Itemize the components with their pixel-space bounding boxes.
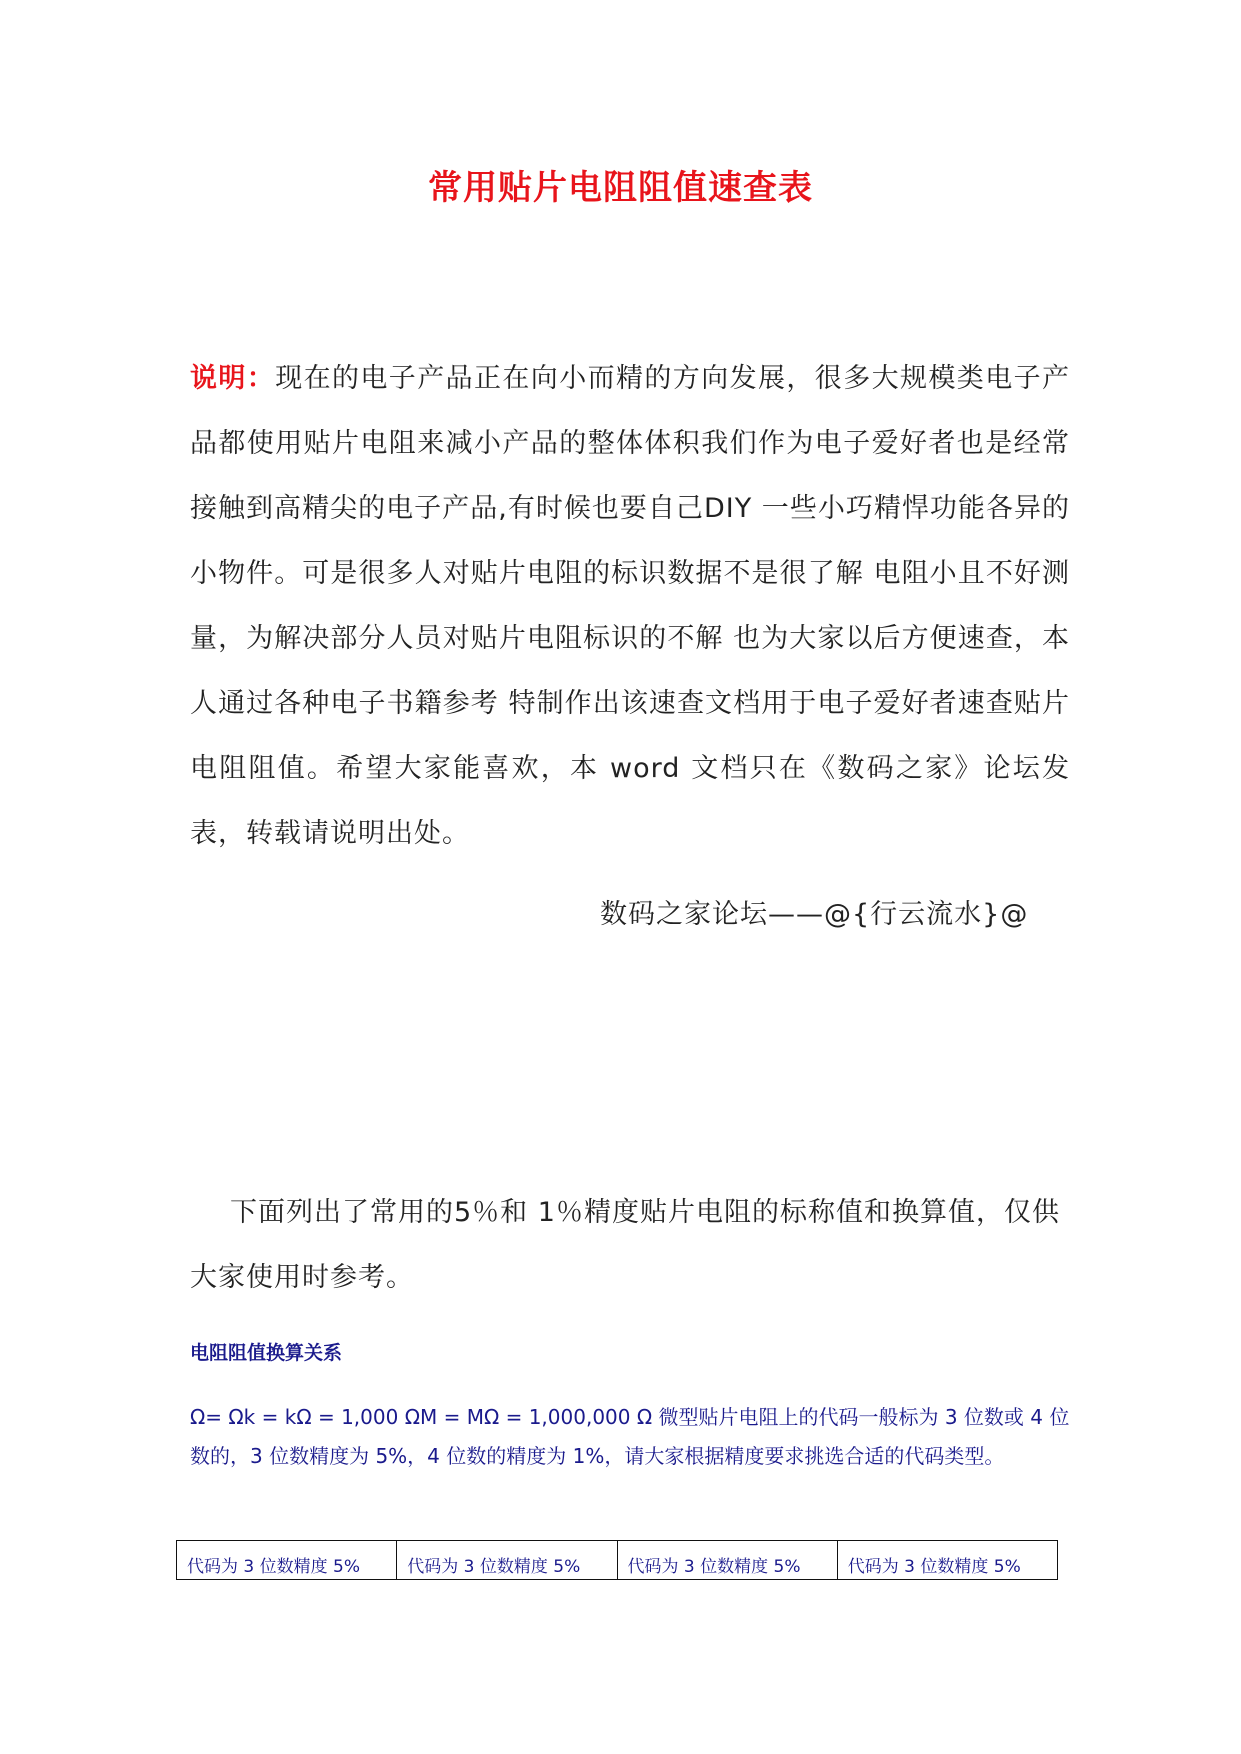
intro-text: 现在的电子产品正在向小而精的方向发展，很多大规模类电子产品都使用贴片电阻来减小产品的整体体积我们作为电子爱好者也是经常接触到高精尖的电子产品,有时候也要自己DIY 一些小巧精悍功能各异的小物件。可是很多人对贴片电阻的标识数据不是很了解 电阻小且不好测量，为解决部分人员对贴片电阻标识的不解 也为大家以后方便速查，本人通过各种电子书籍参考 特制作出该速查文档用于电子爱好者速查贴片电阻阻值。希望大家能喜欢，本 word 文档只在《数码之家》论坛发表，转载请说明出处。: [190, 363, 1071, 849]
table-header-cell: 代码为 3 位数精度 5%: [837, 1541, 1057, 1580]
table-header-cell: 代码为 3 位数精度 5%: [617, 1541, 837, 1580]
section-heading: 电阻阻值换算关系: [190, 1342, 343, 1364]
table-intro-paragraph: 下面列出了常用的5％和 1％精度贴片电阻的标称值和换算值，仅供大家使用时参考。: [190, 1197, 1060, 1293]
table-header-row: [177, 1541, 1058, 1580]
author-signature: 数码之家论坛——@{行云流水}@: [600, 899, 1029, 930]
table-header-cell: 代码为 3 位数精度 5%: [177, 1541, 397, 1580]
table-header-cell: 代码为 3 位数精度 5%: [397, 1541, 617, 1580]
resistor-code-table: [176, 1540, 1058, 1580]
document-title: 常用贴片电阻阻值速查表: [428, 168, 813, 208]
conversion-note: Ω= Ωk = kΩ = 1,000 ΩM = MΩ = 1,000,000 Ω 微型贴片电阻上的代码一般标为 3 位数或 4 位数的，3 位数精度为 5%，4 位数的精度为 1%，请大家根据精度要求挑选合适的代码类型。: [190, 1405, 1070, 1468]
intro-paragraph: [190, 346, 1070, 866]
intro-label: 说明：: [190, 363, 276, 394]
